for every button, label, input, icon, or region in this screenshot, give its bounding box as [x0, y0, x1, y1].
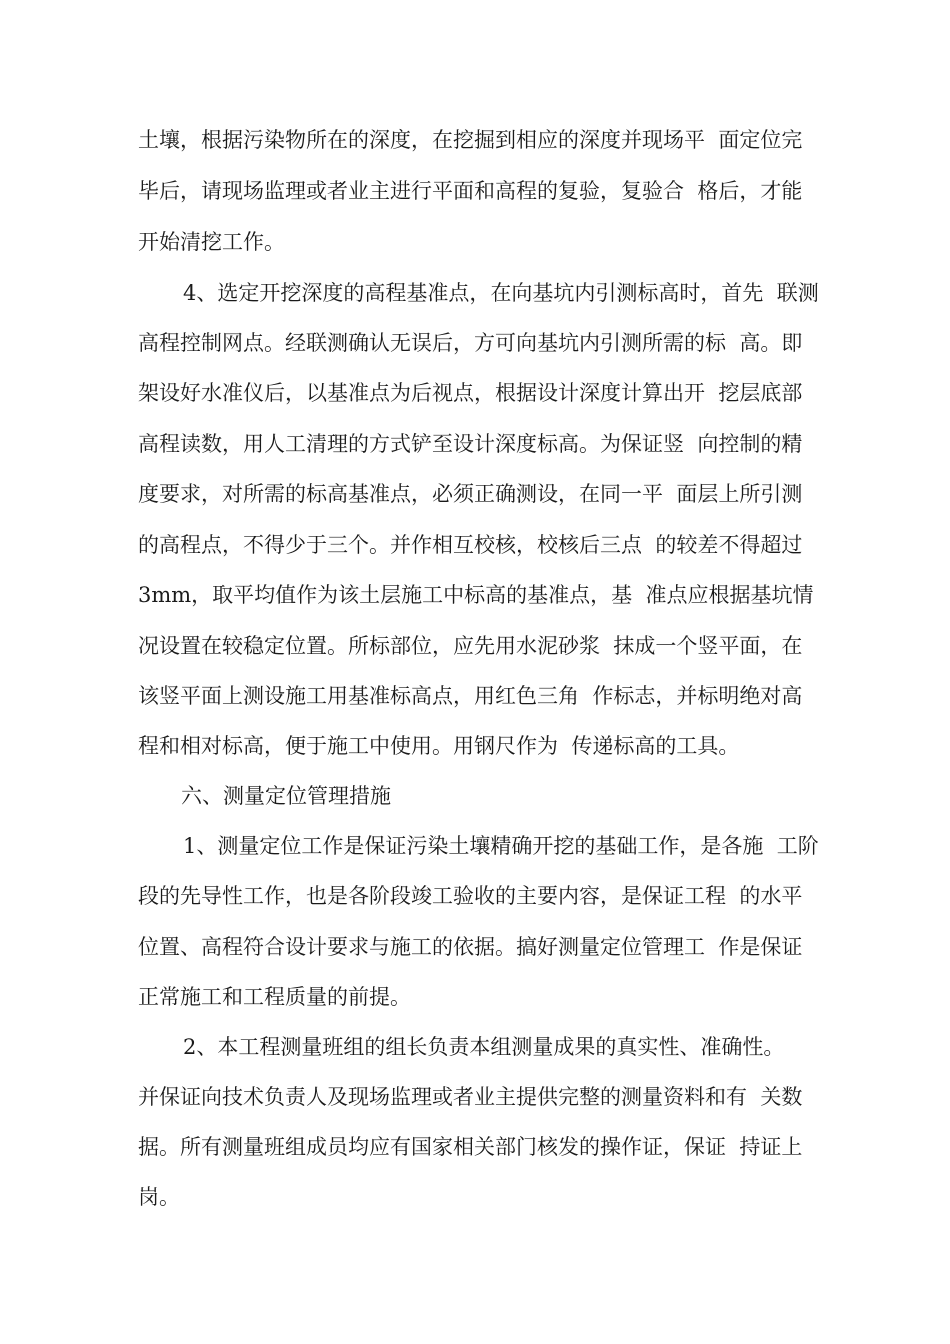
text-line: 该竖平面上测设施工用基准标高点，用红色三角 作标志，并标明绝对高 [138, 684, 803, 708]
text-line: 开始清挖工作。 [138, 230, 285, 254]
text-line: 架设好水准仪后，以基准点为后视点，根据设计深度计算出开 挖层底部 [138, 381, 803, 405]
text-line: 段的先导性工作，也是各阶段竣工验收的主要内容，是保证工程 的水平 [138, 884, 803, 908]
text-line: 毕后，请现场监理或者业主进行平面和高程的复验，复验合 格后，才能 [138, 179, 803, 203]
text-line: 度要求，对所需的标高基准点，必须正确测设，在同一平 面层上所引测 [138, 482, 803, 506]
text-line: 的高程点，不得少于三个。并作相互校核，校核后三点 的较差不得超过 [138, 533, 803, 557]
text-line: 高程控制网点。经联测确认无误后，方可向基坑内引测所需的标 高。即 [138, 331, 803, 355]
text-line: 1、测量定位工作是保证污染土壤精确开挖的基础工作，是各施 工阶 [183, 834, 819, 858]
text-line: 正常施工和工程质量的前提。 [138, 985, 411, 1009]
text-line: 位置、高程符合设计要求与施工的依据。搞好测量定位管理工 作是保证 [138, 935, 803, 959]
text-line: 高程读数，用人工清理的方式铲至设计深度标高。为保证竖 向控制的精 [138, 432, 803, 456]
section-heading: 六、测量定位管理措施 [181, 784, 391, 808]
text-line: 据。所有测量班组成员均应有国家相关部门核发的操作证，保证 持证上 [138, 1135, 803, 1159]
text-line: 3mm，取平均值作为该土层施工中标高的基准点，基 准点应根据基坑情 [138, 583, 814, 607]
text-line: 土壤，根据污染物所在的深度，在挖掘到相应的深度并现场平 面定位完 [138, 128, 803, 152]
text-line: 并保证向技术负责人及现场监理或者业主提供完整的测量资料和有 关数 [138, 1085, 803, 1109]
text-line: 2、本工程测量班组的组长负责本组测量成果的真实性、准确性。 [183, 1035, 785, 1059]
text-line: 岗。 [138, 1185, 180, 1209]
text-line: 4、选定开挖深度的高程基准点，在向基坑内引测标高时，首先 联测 [183, 281, 819, 305]
text-line: 程和相对标高，便于施工中使用。用钢尺作为 传递标高的工具。 [138, 734, 740, 758]
text-line: 况设置在较稳定位置。所标部位，应先用水泥砂浆 抹成一个竖平面，在 [138, 634, 803, 658]
